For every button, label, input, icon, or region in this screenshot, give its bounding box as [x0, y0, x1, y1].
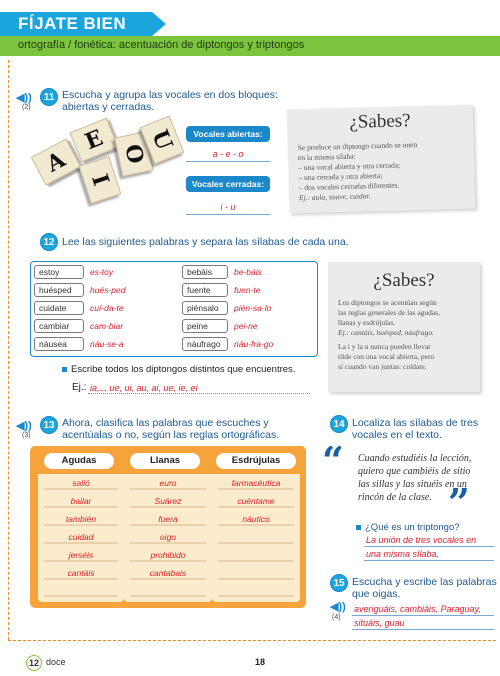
syllable-answer: náu-se-a — [90, 339, 124, 349]
answer-line — [352, 629, 494, 630]
table-cell: también — [65, 514, 97, 524]
table-cell: cantabais — [149, 568, 187, 578]
footer-page-number: 18 — [255, 657, 266, 667]
tile-e: E — [69, 118, 118, 163]
audio-track: (2) — [22, 104, 31, 111]
word-box: peine — [182, 319, 228, 333]
speaker-icon[interactable]: ◀)) — [330, 601, 346, 613]
ex13-instruction-line2: acentúalas o no, según las reglas ortográficas. — [62, 429, 280, 441]
ex11-instruction-line2: abiertas y cerradas. — [62, 101, 155, 113]
triptongo-answer-line2: una misma sílaba. — [366, 549, 440, 559]
table-cell: cuidad — [68, 532, 94, 542]
sabes-text-line: en la misma sílaba: — [297, 151, 356, 163]
open-vowels-label: Vocales abiertas: — [186, 126, 270, 142]
open-quote-icon: “ — [322, 438, 344, 483]
bullet-square-icon — [62, 367, 67, 372]
syllable-answer: fuen-te — [234, 285, 261, 295]
ex15-answer-line1: averiguáis, cambiáis, Paraguay, — [354, 604, 481, 614]
closed-vowels-answer: i - u — [220, 202, 236, 212]
sabes-list-item: – una vocal abierta y otra cerrada; — [298, 160, 401, 173]
table-cell: farmacéutica — [231, 478, 281, 488]
exercise-number-13: 13 — [40, 416, 58, 434]
word-box: huésped — [34, 283, 84, 297]
sabes-box-acentuacion — [328, 262, 480, 392]
answer-line — [364, 546, 494, 547]
exercise-number-15: 15 — [330, 574, 348, 592]
audio-track: (4) — [332, 614, 341, 621]
syllable-answer: hués-ped — [90, 285, 126, 295]
ex15-instruction-line2: que oigas. — [352, 588, 401, 600]
answer-line — [364, 560, 494, 561]
ex12-instruction: Lee las siguientes palabras y separa las sílabas de cada una. — [62, 236, 349, 248]
word-box: cambiar — [34, 319, 84, 333]
table-cell: prohibido — [150, 550, 186, 560]
word-box: estoy — [34, 265, 84, 279]
exercise-number-12: 12 — [40, 233, 58, 251]
sabes-text-line: sí cuando van juntas: cuídate. — [338, 362, 427, 371]
column-header-llanas: Llanas — [130, 453, 200, 469]
table-cell: cuéntame — [237, 496, 275, 506]
ex15-instruction-line1: Escucha y escribe las palabras — [352, 576, 497, 588]
sabes-text-line: llanas y esdrújulas. — [338, 318, 396, 327]
dashed-border-left — [8, 60, 9, 640]
quote-line: Cuando estudiéis la lección, — [358, 453, 472, 464]
ex13-instruction-line1: Ahora, clasifica las palabras que escuches y — [62, 417, 269, 429]
speaker-icon[interactable]: ◀)) — [16, 92, 32, 104]
sabes-list-item: – dos vocales cerradas diferentes. — [298, 180, 400, 193]
word-box: bebáis — [182, 265, 228, 279]
column-header-agudas: Agudas — [44, 453, 114, 469]
audio-track: (3) — [22, 432, 31, 439]
word-box: náufrago — [182, 337, 228, 351]
syllable-answer: pién-sa-lo — [234, 303, 272, 313]
sabes-text-line: tilde con una vocal abierta, pero — [338, 352, 435, 361]
syllable-answer: náu-fra-go — [234, 339, 274, 349]
syllable-answer: es-toy — [90, 267, 114, 277]
diphthongs-answer: ia,... ue, ui, au, ai, ue, ie, ei — [90, 383, 198, 393]
table-rule-lines — [38, 474, 300, 602]
word-box: piénsalo — [182, 301, 228, 315]
table-cell: fuera — [158, 514, 178, 524]
sabes-text-line: La i y la u nunca pueden llevar — [338, 342, 431, 351]
exercise-number-11: 11 — [40, 88, 58, 106]
column-header-esdrujulas: Esdrújulas — [216, 453, 296, 469]
sabes-text-line: Se produce un diptongo cuando se unen — [297, 140, 418, 153]
footer-page-word: doce — [46, 657, 66, 667]
tile-u: U — [140, 115, 185, 164]
dashed-border-bottom — [8, 640, 496, 641]
page-title: FÍJATE BIEN — [18, 14, 127, 33]
table-cell: euro — [159, 478, 177, 488]
ex14-instruction-line1: Localiza las sílabas de tres — [352, 417, 479, 429]
tile-o: O — [114, 131, 154, 177]
ex14-instruction-line2: vocales en el texto. — [352, 429, 442, 441]
example-label: Ej.: — [72, 382, 87, 393]
word-box: náusea — [34, 337, 84, 351]
sabes-example: Ej.: aula, suave, cuidar. — [298, 191, 371, 203]
ex14-question — [356, 522, 460, 533]
table-cell: cantáis — [67, 568, 95, 578]
exercise-number-14: 14 — [330, 415, 348, 433]
word-box: cuidate — [34, 301, 84, 315]
table-cell: oigo — [159, 532, 177, 542]
sabes-text-line: las reglas generales de las agudas, — [338, 308, 441, 317]
quote-line: quiero que cambiéis de sitio — [358, 466, 471, 477]
open-vowels-answer: a - e - o — [212, 149, 244, 159]
answer-line — [186, 214, 270, 215]
table-cell: jerséis — [68, 550, 94, 560]
syllable-answer: pei-ne — [234, 321, 258, 331]
closed-vowels-label: Vocales cerradas: — [186, 176, 270, 192]
answer-line — [186, 161, 270, 162]
sabes-text-line: Los diptongos se acentúan según — [338, 298, 437, 307]
table-cell: Suárez — [154, 496, 182, 506]
close-quote-icon: ” — [448, 480, 470, 525]
sabes-box-diptongos — [287, 105, 476, 214]
ex15-answer-line2: situáis, guau — [354, 618, 405, 628]
syllable-answer: cam-biar — [90, 321, 124, 331]
quote-text — [358, 452, 494, 504]
quote-line: las sillas y las situéis en un — [358, 479, 467, 490]
table-cell: salió — [72, 478, 90, 488]
triptongo-answer-line1: La unión de tres vocales en — [366, 535, 477, 545]
word-box: fuente — [182, 283, 228, 297]
table-cell: náutico — [242, 514, 270, 524]
answer-line — [352, 615, 494, 616]
sabes-title: ¿Sabes? — [373, 270, 435, 291]
sabes-example: Ej.: cantáis, huésped, náufrago. — [338, 328, 435, 337]
ex14-question-text: ¿Qué es un triptongo? — [365, 522, 460, 533]
quote-line: rincón de la clase. — [358, 492, 432, 503]
table-cell: bailar — [70, 496, 92, 506]
vowel-tiles-image — [30, 120, 180, 198]
tile-a: A — [31, 138, 81, 185]
ex12-sub-instruction-text: Escribe todos los diptongos distintos que encuentres. — [71, 364, 296, 375]
ex12-sub-instruction — [62, 364, 295, 375]
ex11-instruction-line1: Escucha y agrupa las vocales en dos bloques: — [62, 89, 278, 101]
sabes-title: ¿Sabes? — [349, 110, 411, 133]
tile-i: I — [79, 156, 122, 204]
syllable-answer: cuí-da-te — [90, 303, 124, 313]
bullet-square-icon — [356, 525, 361, 530]
syllable-answer: be-báis — [234, 267, 262, 277]
footer-page-circle: 12 — [26, 655, 42, 671]
answer-line — [88, 393, 310, 394]
page-subtitle: ortografía / fonética: acentuación de diptongos y triptongos — [18, 39, 305, 51]
sabes-list-item: – una cerrada y otra abierta; — [298, 170, 383, 183]
speaker-icon[interactable]: ◀)) — [16, 420, 32, 432]
